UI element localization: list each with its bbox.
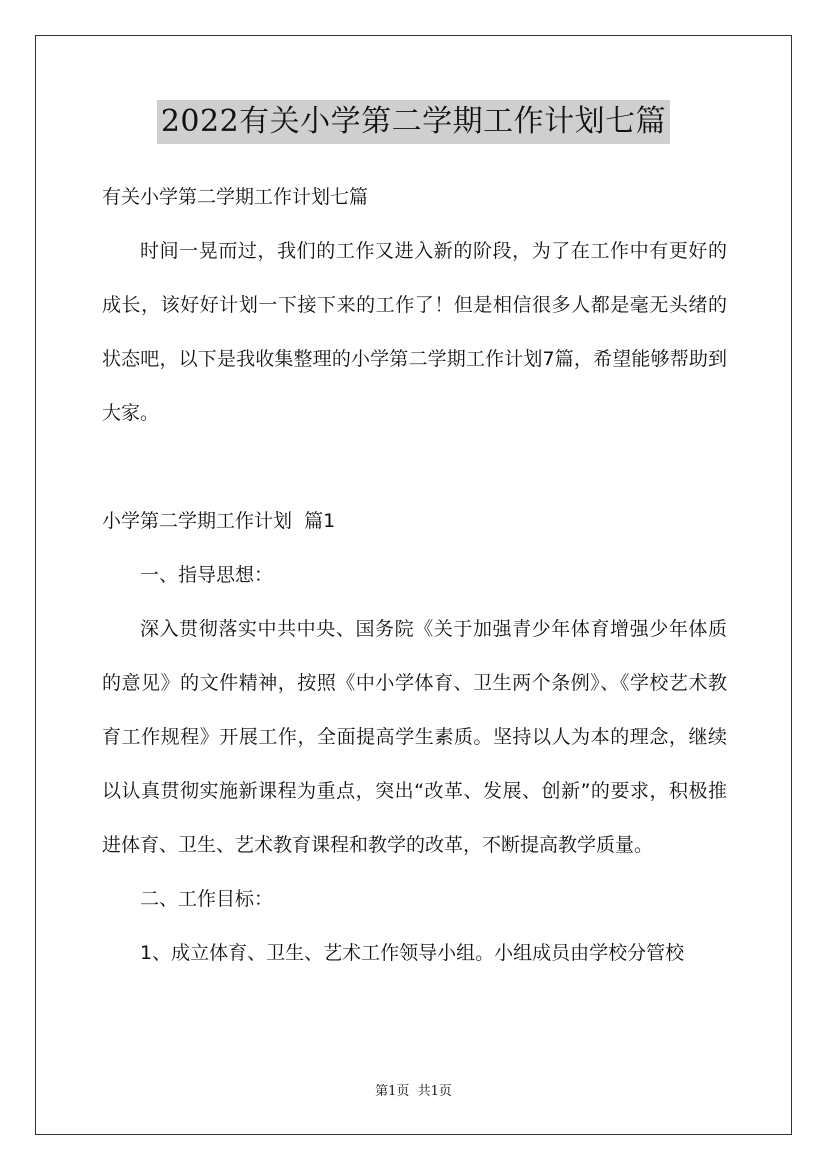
paragraph-gap	[102, 440, 727, 494]
document-subtitle: 有关小学第二学期工作计划七篇	[102, 186, 369, 208]
guiding-heading: 一、指导思想：	[140, 564, 274, 586]
goals-item-1: 1、成立体育、卫生、艺术工作领导小组。小组成员由学校分管校	[140, 942, 685, 964]
page-footer: 第1页 共1页	[375, 1084, 452, 1099]
goals-heading: 二、工作目标：	[140, 888, 274, 910]
title-container	[0, 100, 827, 144]
section-heading: 小学第二学期工作计划 篇1	[102, 510, 336, 532]
document-body	[102, 170, 727, 980]
intro-paragraph: 时间一晃而过，我们的工作又进入新的阶段，为了在工作中有更好的成长，该好好计划一下接下来的工作了！但是相信很多人都是毫无头绪的状态吧，以下是我收集整理的小学第二学期工作计划7篇，希望能够帮助到大家。	[102, 240, 727, 424]
document-title: 2022有关小学第二学期工作计划七篇	[157, 100, 670, 144]
guiding-paragraph: 深入贯彻落实中共中央、国务院《关于加强青少年体育增强少年体质的意见》的文件精神，按照《中小学体育、卫生两个条例》、《学校艺术教育工作规程》开展工作，全面提高学生素质。坚持以人为本的理念，继续以认真贯彻实施新课程为重点，突出“改革、发展、创新”的要求，积极推进体育、卫生、艺术教育课程和教学的改革，不断提高教学质量。	[102, 618, 727, 856]
